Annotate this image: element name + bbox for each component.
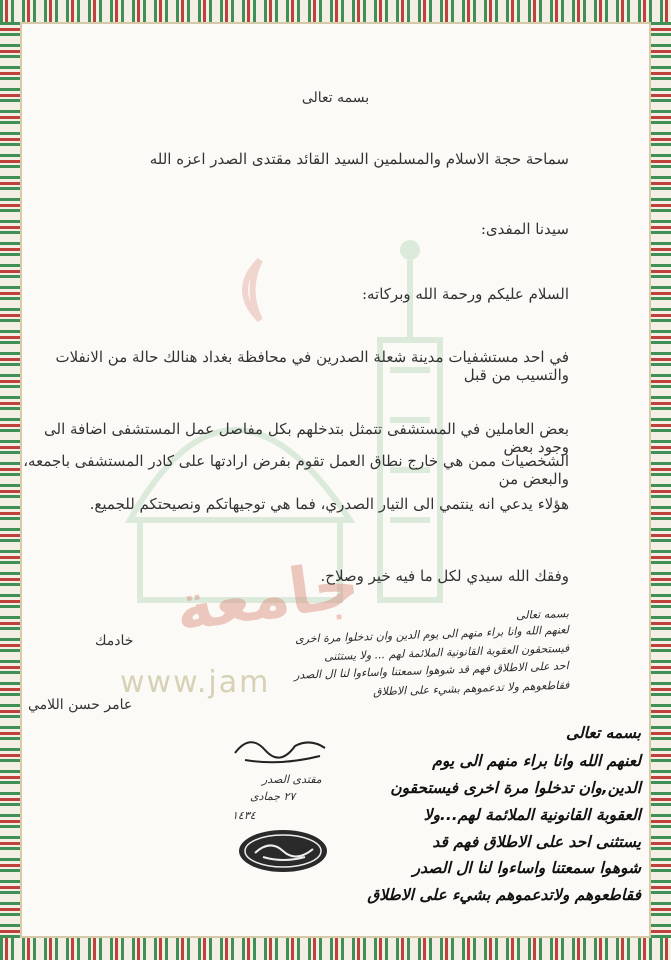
paragraph-line: بعض العاملين في المستشفى تتمثل بتدخلهم بكل مفاصل عمل المستشفى اضافة الى وجود بعض — [44, 420, 569, 456]
paragraph-line: الشخصيات ممن هي خارج نطاق العمل تقوم بفرض ارادتها على كادر المستشفى باجمعه، والبعض من — [23, 452, 569, 488]
decorative-border-top — [0, 0, 671, 24]
typed-reply-line: بسمه تعالى — [566, 724, 641, 742]
watermark-text: جامعة — [170, 547, 364, 647]
typed-reply-line: الدين,وان تدخلوا مرة اخرى فيستحقون — [390, 779, 641, 797]
paragraph-line: في احد مستشفيات مدينة شعلة الصدرين في محافظة بغداد هنالك حالة من الانفلات والتسيب من قبل — [55, 348, 569, 384]
signature-scribble — [230, 728, 330, 768]
watermark-url: www.jam — [120, 665, 271, 700]
typed-reply-line: العقوبة القانونية الملائمة لهم...ولا — [423, 806, 641, 824]
greeting: السلام عليكم ورحمة الله وبركاته: — [361, 285, 569, 303]
handwritten-line: لعنهم الله وانا براء منهم الى يوم الدين وان تدخلوا مرة اخرى — [294, 623, 570, 646]
signature-name: مقتدى الصدر — [262, 773, 322, 786]
paragraph-line: هؤلاء يدعي انه ينتمي الى التيار الصدري، فما هي توجيهاتكم ونصيحتكم للجميع. — [89, 495, 569, 513]
sender-name: عامر حسن اللامي — [28, 697, 133, 713]
salutation: سيدنا المفدى: — [480, 220, 569, 238]
handwritten-line: فقاطعوهم ولا تدعموهم بشيء على الاطلاق — [372, 678, 570, 699]
handwritten-line: احد على الاطلاق فهم قد شوهوا سمعتنا واساءوا لنا ال الصدر — [294, 659, 570, 682]
handwritten-line: فيستحقون العقوبة القانونية الملائمة لهم ... ولا يستثنى — [323, 641, 570, 664]
basmala: بسمه تعالى — [301, 90, 370, 106]
addressee-line: سماحة حجة الاسلام والمسلمين السيد القائد مقتدى الصدر اعزه الله — [149, 150, 569, 168]
decorative-border-bottom — [0, 936, 671, 960]
signature-date-year: ١٤٣٤ — [232, 809, 256, 822]
typed-reply-line: شوهوا سمعتنا واساءوا لنا ال الصدر — [412, 859, 641, 877]
signature-date-day: ٢٧ جمادى — [250, 790, 296, 803]
typed-reply-line: يستثنى احد على الاطلاق فهم قد — [432, 833, 641, 851]
typed-reply-line: فقاطعوهم ولاتدعموهم بشيء على الاطلاق — [367, 886, 641, 904]
decorative-border-right — [649, 22, 671, 938]
typed-reply-line: لعنهم الله وانا براء منهم الى يوم — [432, 752, 641, 770]
khadimak-label: خادمك — [95, 633, 134, 649]
handwritten-line: بسمه تعالى — [515, 607, 570, 622]
closing-line: وفقك الله سيدي لكل ما فيه خير وصلاح. — [320, 567, 569, 585]
official-seal — [235, 827, 331, 875]
